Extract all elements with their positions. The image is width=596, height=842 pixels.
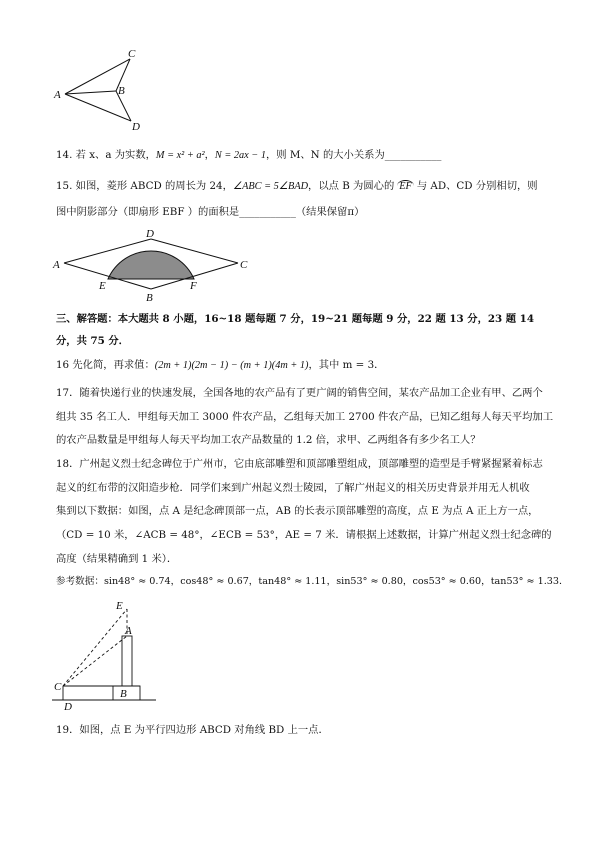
label-b: B [146, 292, 153, 303]
figure-q15 [50, 225, 260, 303]
label-c: C [54, 681, 62, 693]
question-18-line-4: （CD = 10 米，∠ACB = 48°，∠ECB = 53°，AE = 7 米．请根据上述数据，计算广州起义烈士纪念碑的 [56, 529, 552, 541]
label-a: A [125, 625, 132, 637]
figure-q18 [52, 598, 162, 712]
question-15-line-1: 15. 如图，菱形 ABCD 的周长为 24，∠ABC = 5∠BAD，以点 B 为圆心的 EF 与 AD、CD 分别相切，则 [56, 180, 538, 192]
expr-m: M = x² + a² [155, 150, 205, 161]
label-c: C [240, 259, 248, 271]
label-a: A [54, 89, 61, 101]
label-d: D [132, 121, 140, 133]
question-17-line-3: 的农产品数量是甲组每人每天平均加工农产品数量的 1.2 倍，求甲、乙两组各有多少名工人？ [56, 434, 481, 446]
answer-blank: ___________ [384, 149, 442, 161]
question-18-line-2: 起义的红布带的汉阳造步枪．同学们来到广州起义烈士陵园，了解广州起义的相关历史背景并用无人机收 [56, 482, 530, 494]
label-d: D [146, 228, 154, 240]
label-e: E [99, 280, 106, 292]
label-a: A [53, 259, 60, 271]
label-c: C [128, 48, 136, 60]
label-b: B [118, 85, 125, 97]
question-18-reference-data: 参考数据：sin48° ≈ 0.74，cos48° ≈ 0.67，tan48° ≈ 1.11，sin53° ≈ 0.80，cos53° ≈ 0.60，tan53° ≈ 1.33． [56, 576, 569, 587]
expr-n: N = 2ax − 1 [214, 150, 266, 161]
label-e: E [116, 600, 123, 612]
angle-expr: ∠ABC = 5∠BAD [232, 181, 309, 192]
section-3-header-line-1: 三、解答题：本大题共 8 小题，16~18 题每题 7 分，19~21 题每题 9 分，22 题 13 分，23 题 14 [56, 313, 534, 325]
question-19: 19．如图，点 E 为平行四边形 ABCD 对角线 BD 上一点． [56, 724, 329, 736]
question-17-line-1: 17．随着快递行业的快速发展，全国各地的农产品有了更广阔的销售空间，某农产品加工企业有甲、乙两个 [56, 387, 543, 399]
label-d: D [64, 701, 72, 712]
label-f: F [190, 280, 197, 292]
question-15-line-2: 图中阴影部分（即扇形 EBF ）的面积是___________（结果保留π） [56, 206, 365, 218]
expr-16: (2m + 1)(2m − 1) − (m + 1)(4m + 1) [154, 360, 309, 371]
question-14: 14. 若 x、a 为实数，M = x² + a²，N = 2ax − 1，则 M、N 的大小关系为___________ [56, 149, 442, 161]
question-18-line-3: 集到以下数据：如图，点 A 是纪念碑顶部一点，AB 的长表示顶部雕塑的高度，点 E 为点 A 正上方一点， [56, 505, 539, 517]
question-18-line-5: 高度（结果精确到 1 米）． [56, 553, 178, 565]
question-17-line-2: 组共 35 名工人．甲组每天加工 3000 件农产品，乙组每天加工 2700 件农产品，已知乙组每人每天平均加工 [56, 411, 554, 423]
question-16: 16 先化简，再求值：(2m + 1)(2m − 1) − (m + 1)(4m + 1)，其中 m = 3． [56, 359, 385, 371]
arc-ef: EF [399, 181, 412, 192]
question-18-line-1: 18．广州起义烈士纪念碑位于广州市，它由底部雕塑和顶部雕塑组成，顶部雕塑的造型是手臂紧握紧着标志 [56, 458, 543, 470]
figure-q13 [50, 48, 160, 134]
label-b: B [120, 688, 127, 700]
section-3-header-line-2: 分，共 75 分． [56, 335, 129, 347]
